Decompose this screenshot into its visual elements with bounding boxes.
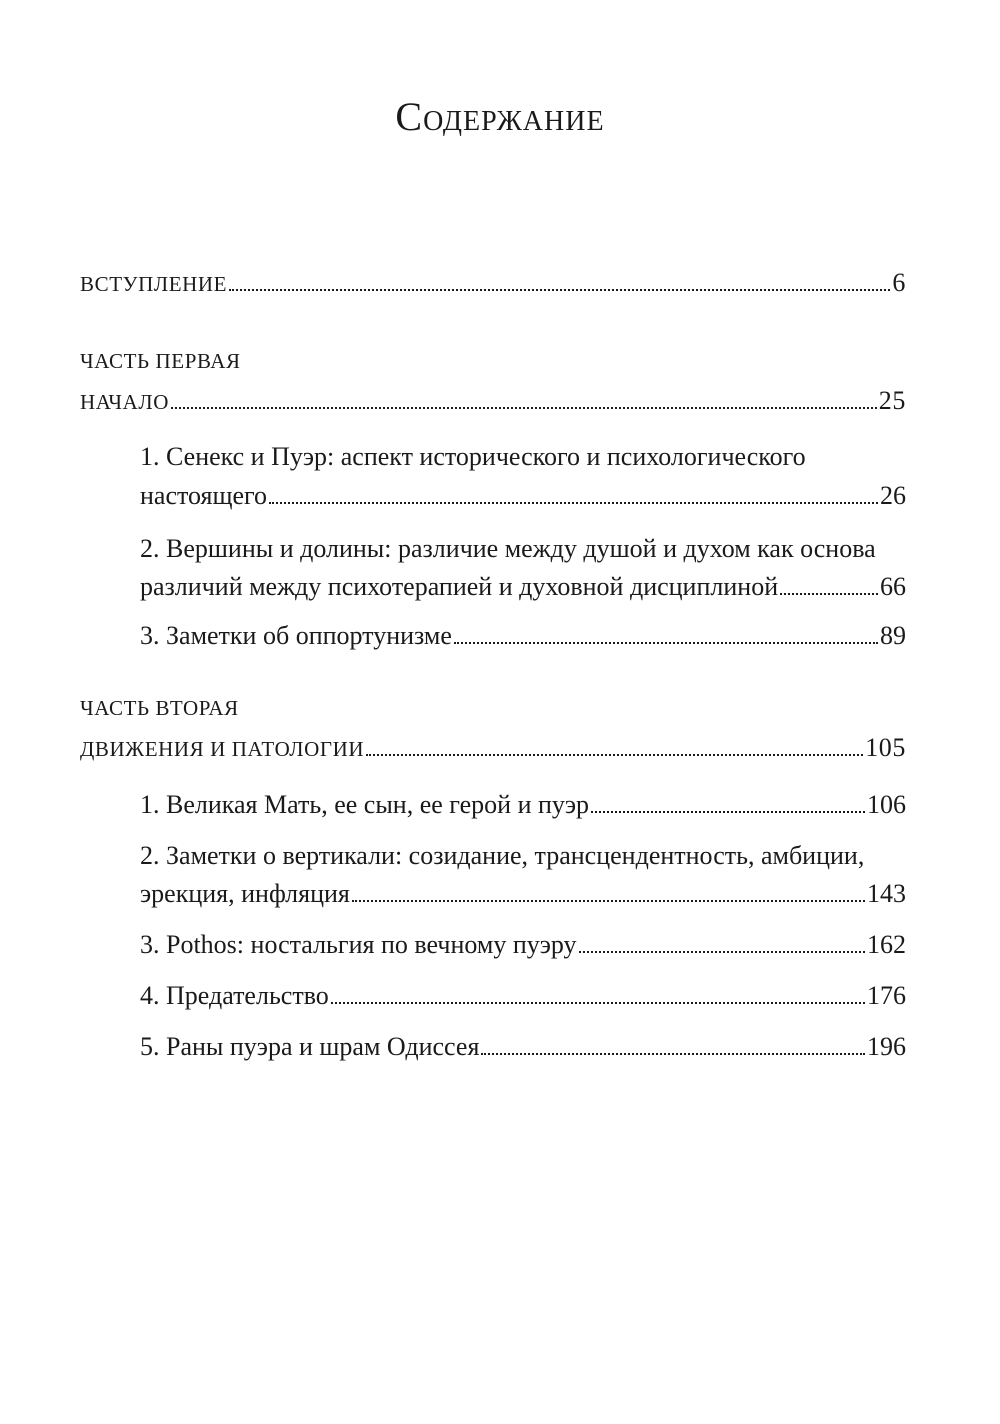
- dot-leader: [591, 811, 865, 813]
- dot-leader: [331, 1002, 865, 1004]
- page-number: 26: [880, 481, 906, 510]
- toc-entry-label: 1. Великая Мать, ее сын, ее герой и пуэр: [140, 790, 590, 819]
- toc-entry-label: 5. Раны пуэра и шрам Одиссея: [140, 1032, 480, 1061]
- page-number: 143: [867, 879, 906, 908]
- part-heading: ЧАСТЬ ПЕРВАЯ: [80, 349, 241, 373]
- dot-leader: [352, 900, 865, 902]
- dot-leader: [229, 289, 890, 291]
- toc-entry-chapter[interactable]: [140, 1030, 906, 1064]
- page-number: 89: [880, 621, 906, 650]
- page-number: 176: [867, 981, 906, 1010]
- toc-entry-label: ВСТУПЛЕНИЕ: [80, 272, 228, 296]
- dot-leader: [454, 642, 878, 644]
- toc-entry-chapter[interactable]: [140, 877, 906, 911]
- toc-entry-chapter[interactable]: [140, 479, 906, 513]
- chapter-title-line: 2. Заметки о вертикали: созидание, трансцендентность, амбиции,: [140, 841, 865, 870]
- page-number: 106: [867, 790, 906, 819]
- dot-leader: [171, 407, 877, 409]
- toc-entry-label: 4. Предательство: [140, 981, 329, 1010]
- toc-entry-label: настоящего: [140, 481, 268, 510]
- toc-entry-label: 3. Pothos: ностальгия по вечному пуэру: [140, 930, 577, 959]
- part-heading: ЧАСТЬ ВТОРАЯ: [80, 696, 239, 720]
- toc-entry-part1[interactable]: [80, 384, 906, 419]
- page-number: 66: [880, 572, 906, 601]
- toc-entry-label: ДВИЖЕНИЯ И ПАТОЛОГИИ: [80, 737, 365, 761]
- toc-entry-part2[interactable]: [80, 731, 906, 766]
- toc-entry-intro[interactable]: [80, 266, 906, 301]
- toc-entry-label: эрекция, инфляция: [140, 879, 350, 908]
- dot-leader: [366, 754, 863, 756]
- toc-entry-chapter[interactable]: [140, 788, 906, 822]
- toc-entry-label: различий между психотерапией и духовной дисциплиной: [140, 572, 779, 601]
- toc-entry-chapter[interactable]: [140, 619, 906, 653]
- chapter-title-line: 1. Сенекс и Пуэр: аспект исторического и психологического: [140, 442, 806, 471]
- toc-entry-chapter[interactable]: [140, 570, 906, 604]
- toc-entry-chapter[interactable]: [140, 928, 906, 962]
- chapter-title-line: 2. Вершины и долины: различие между душой и духом как основа: [140, 534, 876, 563]
- page-number: 6: [892, 268, 906, 297]
- page-number: 25: [878, 386, 906, 415]
- toc-entry-label: 3. Заметки об оппортунизме: [140, 621, 452, 650]
- dot-leader: [579, 951, 865, 953]
- dot-leader: [269, 502, 878, 504]
- page-number: 162: [867, 930, 906, 959]
- dot-leader: [481, 1053, 865, 1055]
- toc-entry-chapter[interactable]: [140, 979, 906, 1013]
- page-number: 105: [865, 733, 906, 762]
- page-title: Содержание: [395, 94, 605, 139]
- dot-leader: [780, 593, 878, 595]
- toc-entry-label: НАЧАЛО: [80, 390, 169, 414]
- page-number: 196: [867, 1032, 906, 1061]
